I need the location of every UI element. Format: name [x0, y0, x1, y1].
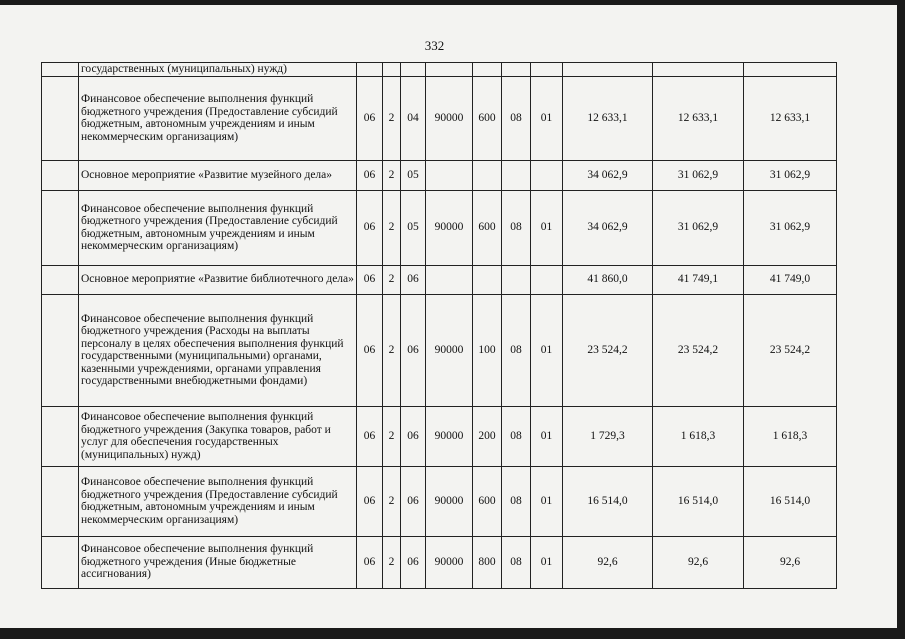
expense-type-code — [473, 160, 502, 190]
subsection-code — [531, 160, 563, 190]
amount-year-1: 92,6 — [563, 536, 653, 588]
page-number: 332 — [424, 38, 445, 53]
amount-year-1 — [563, 63, 653, 77]
row-index-cell — [42, 466, 79, 536]
expense-type-code: 600 — [473, 466, 502, 536]
gp-code: 06 — [357, 76, 383, 160]
om-code: 06 — [401, 406, 426, 466]
section-code: 08 — [502, 406, 531, 466]
row-index-cell — [42, 294, 79, 406]
om-code: 06 — [401, 294, 426, 406]
row-name: Основное мероприятие «Развитие библиотечного дела» — [79, 265, 357, 294]
row-name: Финансовое обеспечение выполнения функций бюджетного учреждения (Иные бюджетные ассигнования) — [79, 536, 357, 588]
row-index-cell — [42, 160, 79, 190]
pp-code: 2 — [383, 294, 401, 406]
amount-year-3: 41 749,0 — [744, 265, 837, 294]
amount-year-3: 16 514,0 — [744, 466, 837, 536]
row-name: Финансовое обеспечение выполнения функций бюджетного учреждения (Закупка товаров, работ и услуг для обеспечения государственных (муниципальных) нужд) — [79, 406, 357, 466]
gp-code: 06 — [357, 406, 383, 466]
gp-code: 06 — [357, 466, 383, 536]
om-code: 06 — [401, 536, 426, 588]
direction-code: 90000 — [426, 76, 473, 160]
section-code: 08 — [502, 466, 531, 536]
row-index-cell — [42, 536, 79, 588]
gp-code: 06 — [357, 190, 383, 265]
table-row — [42, 294, 837, 406]
table-row — [42, 406, 837, 466]
amount-year-1: 23 524,2 — [563, 294, 653, 406]
expense-type-code: 800 — [473, 536, 502, 588]
scan-border-right — [897, 0, 905, 639]
pp-code: 2 — [383, 406, 401, 466]
direction-code — [426, 160, 473, 190]
table-row — [42, 466, 837, 536]
amount-year-1: 34 062,9 — [563, 160, 653, 190]
amount-year-2: 23 524,2 — [653, 294, 744, 406]
row-name: Финансовое обеспечение выполнения функций бюджетного учреждения (Предоставление субсидий бюджетным, автономным учреждениям и иным некоммерческим организациям) — [79, 76, 357, 160]
direction-code: 90000 — [426, 190, 473, 265]
table-row — [42, 265, 837, 294]
table-row — [42, 160, 837, 190]
amount-year-1: 12 633,1 — [563, 76, 653, 160]
expense-type-code — [473, 265, 502, 294]
pp-code: 2 — [383, 466, 401, 536]
section-code — [502, 265, 531, 294]
section-code: 08 — [502, 76, 531, 160]
row-index-cell — [42, 265, 79, 294]
direction-code: 90000 — [426, 536, 473, 588]
row-index-cell — [42, 406, 79, 466]
expense-type-code: 600 — [473, 190, 502, 265]
section-code: 08 — [502, 190, 531, 265]
gp-code: 06 — [357, 536, 383, 588]
amount-year-3 — [744, 63, 837, 77]
gp-code: 06 — [357, 160, 383, 190]
direction-code — [426, 265, 473, 294]
amount-year-3: 23 524,2 — [744, 294, 837, 406]
row-index-cell — [42, 190, 79, 265]
section-code — [502, 160, 531, 190]
gp-code: 06 — [357, 265, 383, 294]
table-row — [42, 76, 837, 160]
row-name: государственных (муниципальных) нужд) — [79, 63, 357, 77]
expense-type-code: 200 — [473, 406, 502, 466]
direction-code: 90000 — [426, 406, 473, 466]
gp-code: 06 — [357, 294, 383, 406]
om-code: 04 — [401, 76, 426, 160]
pp-code: 2 — [383, 536, 401, 588]
subsection-code: 01 — [531, 294, 563, 406]
amount-year-2: 16 514,0 — [653, 466, 744, 536]
om-code: 06 — [401, 265, 426, 294]
subsection-code: 01 — [531, 466, 563, 536]
om-code — [401, 63, 426, 77]
amount-year-1: 34 062,9 — [563, 190, 653, 265]
section-code: 08 — [502, 536, 531, 588]
om-code: 05 — [401, 190, 426, 265]
row-name: Основное мероприятие «Развитие музейного дела» — [79, 160, 357, 190]
subsection-code — [531, 63, 563, 77]
amount-year-2 — [653, 63, 744, 77]
row-index-cell — [42, 63, 79, 77]
om-code: 06 — [401, 466, 426, 536]
scan-border-top — [0, 0, 905, 5]
amount-year-2: 31 062,9 — [653, 190, 744, 265]
section-code — [502, 63, 531, 77]
pp-code: 2 — [383, 265, 401, 294]
direction-code — [426, 63, 473, 77]
subsection-code: 01 — [531, 406, 563, 466]
amount-year-3: 12 633,1 — [744, 76, 837, 160]
amount-year-2: 31 062,9 — [653, 160, 744, 190]
subsection-code — [531, 265, 563, 294]
expense-type-code: 600 — [473, 76, 502, 160]
budget-table — [41, 62, 837, 589]
amount-year-3: 1 618,3 — [744, 406, 837, 466]
row-name: Финансовое обеспечение выполнения функций бюджетного учреждения (Предоставление субсидий бюджетным, автономным учреждениям и иным некоммерческим организациям) — [79, 190, 357, 265]
table-row — [42, 536, 837, 588]
expense-type-code — [473, 63, 502, 77]
pp-code — [383, 63, 401, 77]
amount-year-3: 31 062,9 — [744, 160, 837, 190]
amount-year-1: 16 514,0 — [563, 466, 653, 536]
direction-code: 90000 — [426, 466, 473, 536]
expense-type-code: 100 — [473, 294, 502, 406]
gp-code — [357, 63, 383, 77]
section-code: 08 — [502, 294, 531, 406]
subsection-code: 01 — [531, 76, 563, 160]
om-code: 05 — [401, 160, 426, 190]
amount-year-1: 41 860,0 — [563, 265, 653, 294]
budget-table-body — [42, 63, 837, 589]
row-name: Финансовое обеспечение выполнения функций бюджетного учреждения (Расходы на выплаты персоналу в целях обеспечения выполнения функций государственными (муниципальными) органами, казенными учреждениями, органами управления государственными внебюджетными фондами) — [79, 294, 357, 406]
amount-year-3: 92,6 — [744, 536, 837, 588]
pp-code: 2 — [383, 160, 401, 190]
subsection-code: 01 — [531, 190, 563, 265]
subsection-code: 01 — [531, 536, 563, 588]
pp-code: 2 — [383, 190, 401, 265]
amount-year-1: 1 729,3 — [563, 406, 653, 466]
amount-year-3: 31 062,9 — [744, 190, 837, 265]
amount-year-2: 12 633,1 — [653, 76, 744, 160]
scan-border-bottom — [0, 628, 905, 639]
amount-year-2: 41 749,1 — [653, 265, 744, 294]
pp-code: 2 — [383, 76, 401, 160]
table-row — [42, 63, 837, 77]
amount-year-2: 92,6 — [653, 536, 744, 588]
row-index-cell — [42, 76, 79, 160]
row-name: Финансовое обеспечение выполнения функций бюджетного учреждения (Предоставление субсидий бюджетным, автономным учреждениям и иным некоммерческим организациям) — [79, 466, 357, 536]
amount-year-2: 1 618,3 — [653, 406, 744, 466]
table-row — [42, 190, 837, 265]
direction-code: 90000 — [426, 294, 473, 406]
